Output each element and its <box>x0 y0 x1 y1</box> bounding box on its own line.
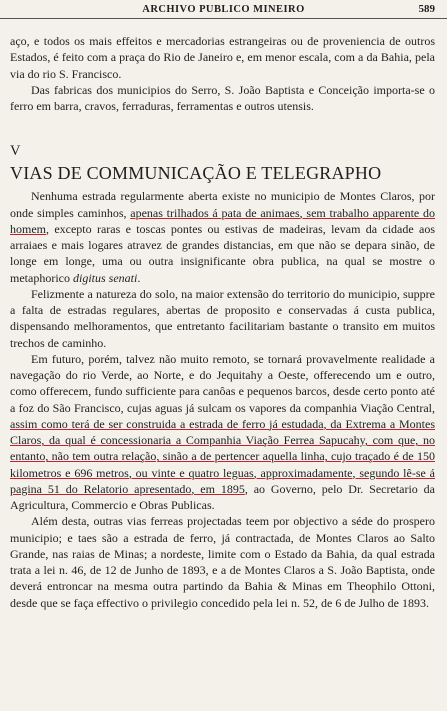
section-heading: VIAS DE COMMUNICAÇÃO E TELEGRAPHO <box>10 163 382 184</box>
paragraph-4: Felizmente a natureza do solo, na maior extensão do territorio do municipio, suppre a falta de estradas regulares, abertas de proposito e conservadas á custa publica, dispensando melhoramentos, que entretanto facilitariam bastante o transito em muitos trechos de caminho. <box>10 286 435 350</box>
underlined-phrase-1: apenas trilhados á pata de animaes, sem trabalho apparente do homem <box>10 205 435 236</box>
body-text <box>10 33 435 611</box>
paragraph-3-text-a: Nenhuma estrada regularmente aberta existe no municipio de Montes Claros, por onde simples caminhos, <box>10 189 435 220</box>
page-number: 589 <box>418 3 435 15</box>
latin-phrase: digitus senati <box>72 270 138 285</box>
paragraph-6: Além desta, outras vias ferreas projectadas teem por objectivo a séde do prospero municipio; e taes são a estrada de ferro, já contractada, de Montes Claros ao Salto Grande, nas raias de Minas; a nordeste, limite com o Estado da Bahia, da qual estrada trata a lei n. 46, de 12 de Junho de 1893, e a de Montes Claros a S. João Baptista, onde deverá entroncar na mesma outra partindo da Bahia & Minas em Theophilo Ottoni, desde que se faça effectivo o privilegio concedido pela lei n. 52, de 6 de Julho de 1893. <box>10 514 435 610</box>
paragraph-3-text-c: , excepto raras e toscas pontes ou estivas de madeiras, levam da cidade aos arraiaes e mais logares atravez de grandes distancias, em que não se depara sinão, de longe em longe, uma ou outra insignificante obra publica, na qual se mostre o metaphorico <box>10 221 435 285</box>
section-number: V <box>10 143 21 160</box>
paragraph-3-text-e: . <box>137 270 141 285</box>
paragraph-1: aço, e todos os mais effeitos e mercadorias estrangeiras ou de proveniencia de outros Estados, é feito com a praça do Rio de Janeiro e, em menor escala, com a da Bahia, pela via do rio S. Francisco. <box>10 34 435 81</box>
underlined-phrase-2: assim como terá de ser construida a estrada de ferro já estudada, da Extrema a Montes Claros, da qual é concessionaria a Companhia Viação Ferrea Sapucahy, com que, no entanto, não tem outra relação, sinão a de pertencer aquella linha, cujo traçado é de 150 kilometros e 696 metros, ou vinte e quatro leguas, approximadamente, segundo lê-se á pagina 51 do Relatorio apresentado, em 1895 <box>10 416 435 496</box>
paragraph-5 <box>10 351 435 514</box>
paragraph-3 <box>10 188 435 286</box>
paragraph-5-text-c: , ao Governo, pelo Dr. Secretario da Agricultura, Commercio e Obras Publicas. <box>10 481 435 512</box>
paragraph-5-text-a: Em futuro, porém, talvez não muito remoto, se tornará provavelmente realidade a navegação do rio Verde, ao Norte, e do Jequitahy a Oeste, offerecendo um e outro, como offerecem, fundo sufficiente para canôas e pequenos barcos, desde certo ponto até a foz do São Francisco, cujas aguas já sulcam os vapores da companhia Viação Central, <box>10 351 435 415</box>
paragraph-2: Das fabricas dos municipios do Serro, S. João Baptista e Conceição importa-se o ferro em barra, cravos, ferraduras, ferramentas e outros utensis. <box>10 82 435 113</box>
running-header <box>0 2 447 19</box>
running-title: ARCHIVO PUBLICO MINEIRO <box>142 4 305 15</box>
